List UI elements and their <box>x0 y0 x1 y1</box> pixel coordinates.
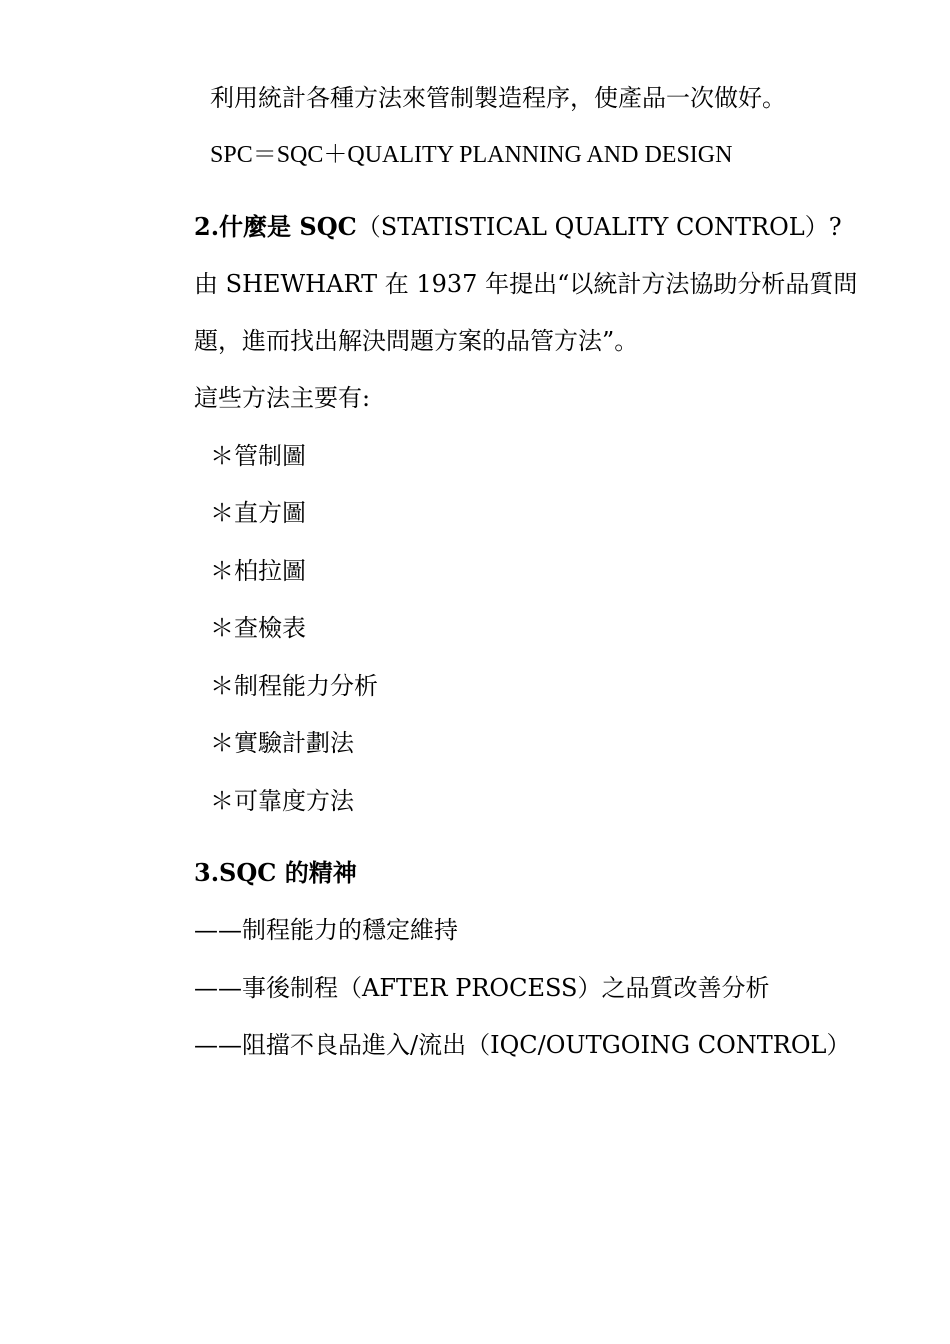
method-item: ＊制程能力分析 <box>210 672 378 700</box>
intro-line-2-formula: SPC＝SQC＋QUALITY PLANNING AND DESIGN <box>210 142 733 168</box>
method-item: ＊管制圖 <box>210 442 306 470</box>
spirit-item: ——阻擋不良品進入/流出（IQC/OUTGOING CONTROL） <box>194 1031 851 1059</box>
method-item: ＊柏拉圖 <box>210 557 306 585</box>
section-2-heading-bold: 2.什麼是 SQC <box>194 212 357 241</box>
method-item: ＊可靠度方法 <box>210 787 354 815</box>
methods-intro: 這些方法主要有: <box>194 384 371 412</box>
method-item: ＊直方圖 <box>210 499 306 527</box>
section-2-paragraph-line-1: 由 SHEWHART 在 1937 年提出“以統計方法協助分析品質問 <box>194 270 858 298</box>
section-2-heading <box>194 211 842 243</box>
spirit-item: ——制程能力的穩定維持 <box>194 916 458 944</box>
method-item: ＊查檢表 <box>210 614 306 642</box>
section-2-heading-rest: （STATISTICAL QUALITY CONTROL）? <box>356 213 842 241</box>
spirit-item: ——事後制程（AFTER PROCESS）之品質改善分析 <box>194 974 770 1002</box>
section-2-paragraph-line-2: 題，進而找出解決問題方案的品管方法”。 <box>194 327 639 355</box>
intro-line-1: 利用統計各種方法來管制製造程序，使產品一次做好。 <box>210 84 786 112</box>
method-item: ＊實驗計劃法 <box>210 729 354 757</box>
section-3-heading: 3.SQC 的精神 <box>194 858 357 887</box>
